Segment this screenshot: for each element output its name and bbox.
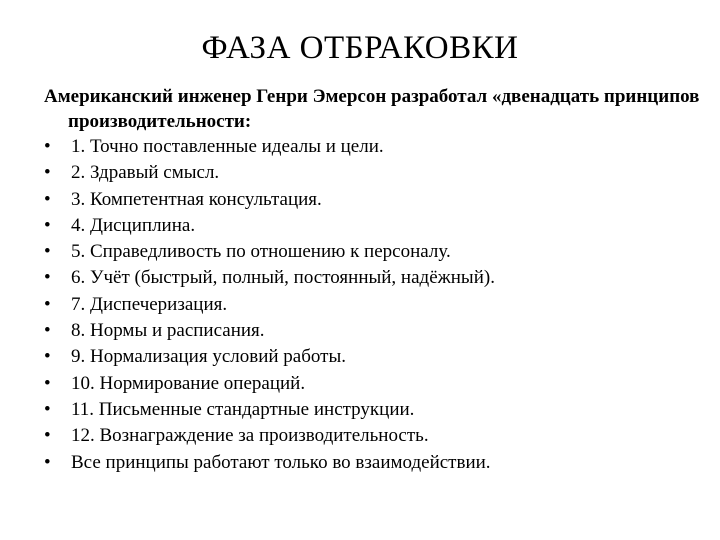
- list-item: [44, 213, 704, 239]
- bullet-icon: •: [44, 398, 51, 420]
- slide-title: ФАЗА ОТБРАКОВКИ: [201, 30, 519, 66]
- bullet-icon: •: [44, 425, 51, 447]
- list-item-text: 3. Компетентная консультация.: [71, 188, 322, 210]
- bullet-icon: •: [44, 136, 51, 157]
- bullet-icon: •: [44, 162, 51, 184]
- bullet-icon: •: [44, 188, 51, 210]
- bullet-icon: •: [44, 451, 51, 473]
- list-item-text: 9. Нормализация условий работы.: [71, 346, 346, 368]
- bullet-icon: •: [44, 214, 51, 236]
- list-item-text: 6. Учёт (быстрый, полный, постоянный, надёжный).: [71, 267, 495, 289]
- list-item-text: 7. Диспечеризация.: [71, 293, 228, 315]
- list-item: [44, 292, 704, 318]
- bullet-icon: •: [44, 320, 51, 342]
- list-item: [44, 239, 704, 265]
- list-item: [44, 397, 704, 423]
- slide-body: [44, 84, 704, 476]
- bullet-icon: •: [44, 293, 51, 315]
- list-item-text: 10. Нормирование операций.: [71, 372, 306, 394]
- bullet-icon: •: [44, 346, 51, 368]
- bullet-icon: •: [44, 241, 51, 263]
- list-item-text: 1. Точно поставленные идеалы и цели.: [71, 136, 384, 157]
- bullet-icon: •: [44, 267, 51, 289]
- list-item: [44, 344, 704, 370]
- list-item: [44, 450, 704, 476]
- list-item: [44, 160, 704, 186]
- list-item-text: 4. Дисциплина.: [71, 214, 196, 236]
- list-item: [44, 134, 704, 160]
- list-item: [44, 423, 704, 449]
- list-item: [44, 371, 704, 397]
- list-item-text: 5. Справедливость по отношению к персоналу.: [71, 241, 451, 263]
- list-item-text: 2. Здравый смысл.: [71, 162, 220, 184]
- list-item: [44, 318, 704, 344]
- list-item-text: 11. Письменные стандартные инструкции.: [71, 398, 415, 420]
- bullet-icon: •: [44, 372, 51, 394]
- list-item-text: 8. Нормы и расписания.: [71, 320, 265, 342]
- intro-paragraph: Американский инженер Генри Эмерсон разработал «двенадцать принципов производительности:: [44, 86, 700, 132]
- principles-list: [44, 134, 704, 476]
- list-item-text: 12. Вознаграждение за производительность.: [71, 425, 429, 447]
- list-item: [44, 187, 704, 213]
- list-item-text: Все принципы работают только во взаимодействии.: [71, 451, 491, 473]
- list-item: [44, 265, 704, 291]
